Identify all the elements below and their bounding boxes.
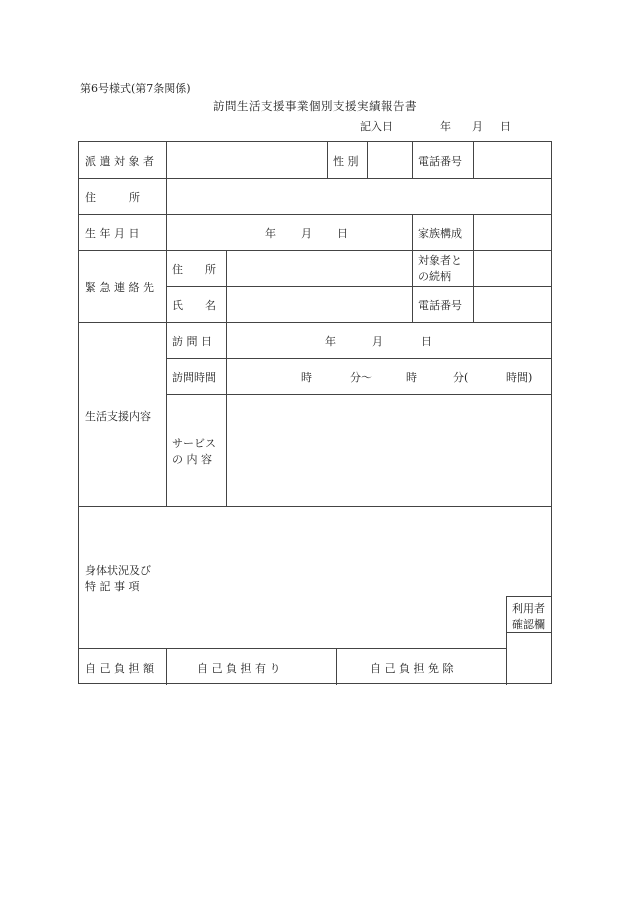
birthdate-label: 生 年 月 日 <box>85 227 140 240</box>
col-line <box>336 648 337 685</box>
service-content-label-line2: の 内 容 <box>172 453 212 466</box>
birth-day-label: 日 <box>337 227 348 240</box>
col-line <box>226 250 227 506</box>
row-line <box>166 358 552 359</box>
row-line <box>506 632 552 633</box>
visit-month-label: 月 <box>372 335 383 348</box>
start-hour-label: 時 <box>301 371 312 384</box>
condition-label-line1: 身体状況及び <box>85 564 151 577</box>
report-table <box>78 141 552 684</box>
birth-year-label: 年 <box>265 227 276 240</box>
copay-exempt-option: 自 己 負 担 免 除 <box>370 662 454 675</box>
birth-month-label: 月 <box>301 227 312 240</box>
row-line <box>166 286 552 287</box>
user-confirm-label-line2: 確認欄 <box>512 618 545 631</box>
row-line <box>79 322 552 323</box>
row-line <box>79 648 506 649</box>
family-label: 家族構成 <box>418 227 462 240</box>
col-line <box>327 142 328 178</box>
visit-date-label: 訪 問 日 <box>172 335 212 348</box>
entry-date-row <box>360 118 511 134</box>
duration-hours-label: 時間) <box>506 371 533 384</box>
emergency-contact-label: 緊 急 連 絡 先 <box>85 281 154 294</box>
row-line <box>79 250 552 251</box>
gender-label: 性 別 <box>333 155 359 168</box>
dispatch-target-label: 派 遣 対 象 者 <box>85 155 154 168</box>
col-line <box>506 596 507 685</box>
col-line <box>412 142 413 178</box>
user-confirm-label-line1: 利用者 <box>512 602 545 615</box>
document-title: 訪問生活支援事業個別支援実績報告書 <box>213 99 417 113</box>
col-line <box>367 142 368 178</box>
phone-label: 電話番号 <box>418 155 462 168</box>
col-line <box>473 142 474 178</box>
row-line <box>79 506 552 507</box>
copay-label: 自 己 負 担 額 <box>85 662 154 675</box>
form-number: 第6号様式(第7条関係) <box>80 82 191 95</box>
row-line <box>79 178 552 179</box>
row-line <box>506 596 552 597</box>
condition-label-line2: 特 記 事 項 <box>85 580 140 593</box>
emergency-phone-label: 電話番号 <box>418 299 462 312</box>
visit-year-label: 年 <box>325 335 336 348</box>
support-content-label: 生活支援内容 <box>85 410 151 423</box>
col-line <box>473 214 474 322</box>
row-line <box>166 394 552 395</box>
relation-label-line2: の続柄 <box>418 270 451 283</box>
end-hour-label: 時 <box>406 371 417 384</box>
copay-yes-option: 自 己 負 担 有 り <box>197 662 281 675</box>
visit-time-label: 訪問時間 <box>172 371 216 384</box>
relation-label-line1: 対象者と <box>418 254 462 267</box>
service-content-label-line1: サービス <box>172 437 216 450</box>
entry-date-label: 記入日 <box>360 120 393 133</box>
emergency-address-label: 住 所 <box>172 263 216 276</box>
entry-year-label: 年 <box>440 120 451 133</box>
row-line <box>79 214 552 215</box>
end-minute-label: 分( <box>453 371 469 384</box>
address-label: 住 所 <box>85 191 140 204</box>
col-line <box>412 214 413 322</box>
entry-month-label: 月 <box>472 120 483 133</box>
col-line <box>166 142 167 506</box>
emergency-name-label: 氏 名 <box>172 299 216 312</box>
col-line <box>166 648 167 685</box>
entry-day-label: 日 <box>500 120 511 133</box>
visit-day-label: 日 <box>421 335 432 348</box>
start-minute-label: 分〜 <box>350 371 372 384</box>
